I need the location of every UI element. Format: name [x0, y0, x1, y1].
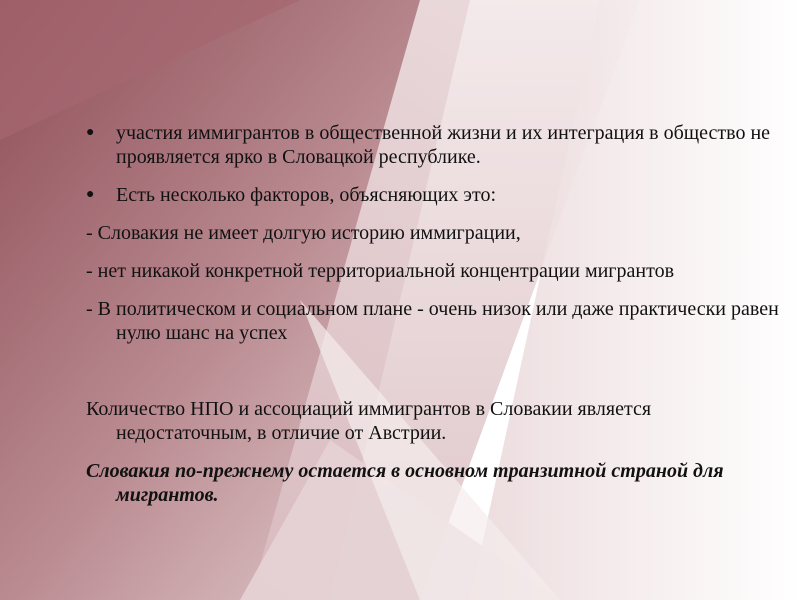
bullet-text: участия иммигрантов в общественной жизни и их интеграция в общество не проявляется ярко в Словацкой республике.: [116, 122, 771, 168]
bullet-marker: ●: [86, 125, 95, 140]
bullet-text: Есть несколько факторов, объясняющих это:: [116, 184, 497, 206]
bullet-item: [86, 121, 786, 169]
dash-item: - Словакия не имеет долгую историю иммиграции,: [86, 222, 521, 244]
dash-item: - В политическом и социальном плане - очень низок или даже практически равен нулю шанс на успех: [86, 298, 779, 344]
conclusion-statement: Словакия по-прежнему остается в основном транзитной страной для мигрантов.: [86, 460, 724, 506]
dash-item: - нет никакой конкретной территориальной концентрации мигрантов: [86, 260, 675, 282]
spacer: [86, 359, 786, 397]
bullet-marker: ●: [86, 187, 95, 202]
slide-text-body: [86, 121, 786, 521]
ngo-statement: Количество НПО и ассоциаций иммигрантов в Словакии является недостаточным, в отличие от Австрии.: [86, 398, 652, 444]
bullet-item: [86, 183, 786, 207]
